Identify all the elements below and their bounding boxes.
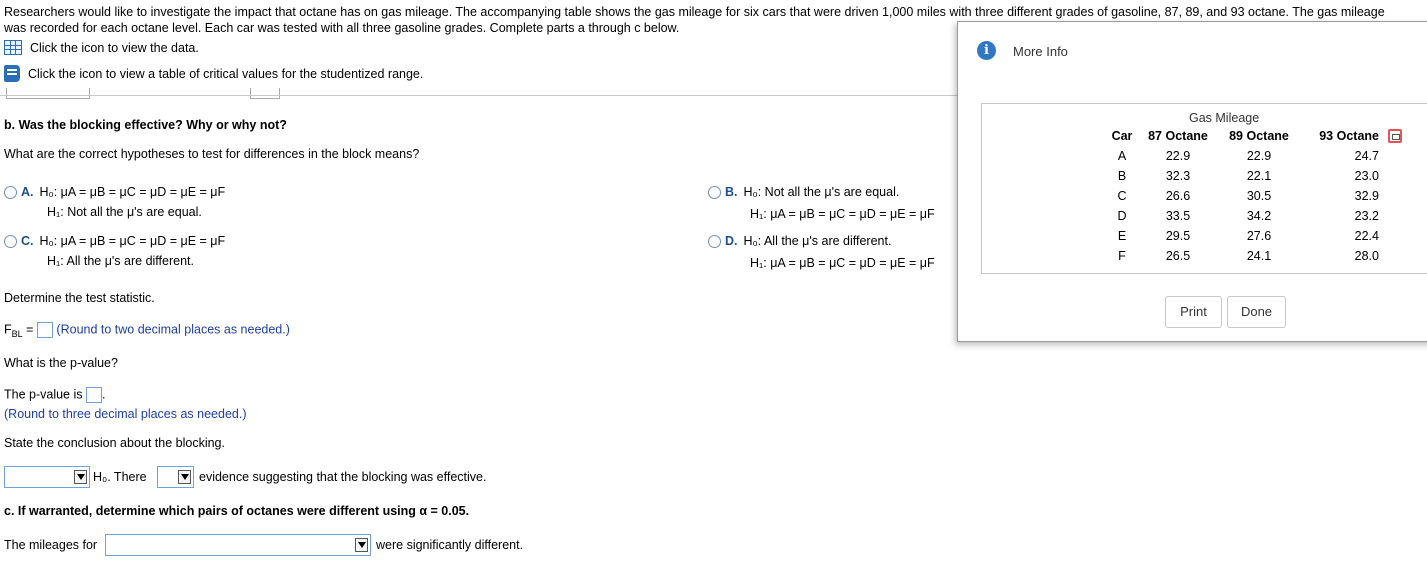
mileage-cell: 34.2 — [1246, 209, 1272, 223]
p-value-prompt: What is the p-value? — [4, 356, 118, 370]
critical-values-link[interactable] — [4, 65, 423, 82]
view-data-link[interactable] — [4, 40, 199, 55]
row-spacer — [1379, 206, 1405, 226]
conclusion-prompt: State the conclusion about the blocking. — [4, 436, 225, 450]
car-cell: F — [1118, 249, 1126, 263]
critical-values-label: Click the icon to view a table of critical values for the studentized range. — [28, 66, 424, 81]
octane-pairs-dropdown[interactable] — [105, 534, 371, 556]
problem-intro: Researchers would like to investigate the impact that octane has on gas mileage. The accompanying table shows the gas mileage for six cars that were driven 1,000 miles with three different grades of gasoline, 87, 89, and 93 octane. The gas mileage was recorded for each octane level. Each car was tested with all three gasoline grades. Complete parts a through c below. — [4, 5, 1385, 35]
option-b[interactable] — [708, 185, 899, 199]
option-b-radio[interactable] — [708, 186, 721, 199]
mileage-cell: 22.9 — [1165, 149, 1191, 163]
mileage-cell: 30.5 — [1246, 189, 1272, 203]
more-info-dialog — [957, 21, 1427, 342]
header-89: 89 Octane — [1229, 129, 1289, 143]
option-c-h1: H₁: All the μ's are different. — [47, 254, 194, 268]
copy-cell — [1379, 126, 1405, 146]
header-93-label: 93 Octane — [1319, 129, 1379, 143]
mileage-cell: 22.4 — [1354, 229, 1379, 243]
done-button[interactable]: Done — [1227, 296, 1286, 328]
mileage-cell: 22.9 — [1246, 149, 1272, 163]
row-spacer — [1379, 146, 1405, 166]
table-row — [1107, 206, 1405, 226]
option-c-letter: C. — [21, 234, 34, 248]
cut-off-dropdown[interactable] — [6, 88, 90, 99]
table-row — [1107, 246, 1405, 266]
row-spacer — [1379, 166, 1405, 186]
option-b-letter: B. — [725, 185, 738, 199]
mileage-cell: 32.3 — [1165, 169, 1191, 183]
dropdown-arrow-icon[interactable] — [74, 470, 87, 484]
option-d-letter: D. — [725, 234, 738, 248]
h0-there-text: H₀. There — [93, 470, 147, 484]
section-divider — [0, 95, 960, 96]
option-c-radio[interactable] — [4, 235, 17, 248]
view-data-label: Click the icon to view the data. — [30, 40, 199, 55]
header-93 — [1299, 126, 1379, 146]
p-round-hint: (Round to three decimal places as needed.) — [4, 407, 247, 421]
option-a-radio[interactable] — [4, 186, 17, 199]
option-a-letter: A. — [21, 185, 34, 199]
row-spacer — [1379, 186, 1405, 206]
option-d-h0: H₀: All the μ's are different. — [743, 234, 892, 248]
car-cell: D — [1117, 209, 1127, 223]
info-icon: i — [977, 41, 996, 60]
option-d-h1: H₁: μA = μB = μC = μD = μE = μF — [750, 256, 935, 270]
mileage-cell: 24.1 — [1246, 249, 1272, 263]
f-equals: = — [26, 322, 34, 337]
f-subscript: BL — [11, 328, 23, 339]
p-value-period: . — [102, 387, 106, 402]
p-value-row — [4, 387, 105, 403]
mileage-cell: 26.6 — [1165, 189, 1191, 203]
mileage-cell: 26.5 — [1165, 249, 1191, 263]
p-value-input[interactable] — [86, 387, 102, 403]
mileage-cell: 23.2 — [1354, 209, 1379, 223]
mileage-cell: 23.0 — [1354, 169, 1379, 183]
copy-table-icon[interactable] — [1388, 129, 1402, 143]
hypotheses-prompt: What are the correct hypotheses to test for differences in the block means? — [4, 147, 420, 161]
option-a-h1: H₁: Not all the μ's are equal. — [47, 205, 202, 219]
mileage-cell: 32.9 — [1354, 189, 1379, 203]
table-row — [1107, 226, 1405, 246]
evidence-dropdown[interactable] — [157, 466, 194, 488]
dropdown-arrow-icon[interactable] — [355, 538, 368, 552]
table-header-row — [1107, 126, 1405, 146]
option-d[interactable] — [708, 234, 891, 248]
table-icon[interactable] — [4, 40, 22, 55]
option-a-h0: H₀: μA = μB = μC = μD = μE = μF — [39, 185, 226, 199]
option-c-h0: H₀: μA = μB = μC = μD = μE = μF — [39, 234, 226, 248]
mileage-cell: 24.7 — [1354, 149, 1379, 163]
table-title: Gas Mileage — [1189, 111, 1260, 125]
row-spacer — [1379, 246, 1405, 266]
f-label: F — [4, 322, 12, 337]
table-row — [1107, 186, 1405, 206]
reject-decision-dropdown[interactable] — [4, 466, 90, 488]
part-c-question: c. If warranted, determine which pairs of octanes were different using α = 0.05. — [4, 504, 470, 518]
car-cell: A — [1117, 149, 1127, 163]
table-row — [1107, 166, 1405, 186]
significantly-different-text: were significantly different. — [376, 538, 524, 552]
print-button[interactable]: Print — [1165, 296, 1222, 328]
option-d-radio[interactable] — [708, 235, 721, 248]
evidence-text: evidence suggesting that the blocking was effective. — [199, 470, 487, 484]
mileage-cell: 22.1 — [1246, 169, 1272, 183]
book-icon[interactable] — [4, 65, 20, 82]
f-statistic-input[interactable] — [37, 322, 53, 338]
mileage-cell: 27.6 — [1246, 229, 1272, 243]
header-car: Car — [1111, 129, 1133, 143]
mileages-for-text: The mileages for — [4, 538, 98, 552]
f-round-hint: (Round to two decimal places as needed.) — [56, 322, 290, 337]
car-cell: C — [1117, 189, 1127, 203]
car-cell: B — [1117, 169, 1127, 183]
gas-mileage-table — [1107, 126, 1405, 266]
p-value-text: The p-value is — [4, 387, 83, 402]
data-table-frame — [981, 103, 1427, 274]
option-b-h1: H₁: μA = μB = μC = μD = μE = μF — [750, 207, 935, 221]
row-spacer — [1379, 226, 1405, 246]
car-cell: E — [1117, 229, 1127, 243]
mileage-cell: 28.0 — [1354, 249, 1379, 263]
test-statistic-prompt: Determine the test statistic. — [4, 291, 155, 305]
cut-off-dropdown[interactable] — [250, 88, 280, 99]
mileage-cell: 29.5 — [1165, 229, 1191, 243]
table-row — [1107, 146, 1405, 166]
part-b-question: b. Was the blocking effective? Why or why not? — [4, 118, 287, 132]
f-statistic-row — [4, 322, 290, 339]
option-a[interactable] — [4, 185, 225, 199]
header-87: 87 Octane — [1148, 129, 1208, 143]
option-c[interactable] — [4, 234, 225, 248]
dropdown-arrow-icon[interactable] — [178, 470, 191, 484]
dialog-title: More Info — [1013, 44, 1068, 59]
option-b-h0: H₀: Not all the μ's are equal. — [743, 185, 900, 199]
mileage-cell: 33.5 — [1165, 209, 1191, 223]
